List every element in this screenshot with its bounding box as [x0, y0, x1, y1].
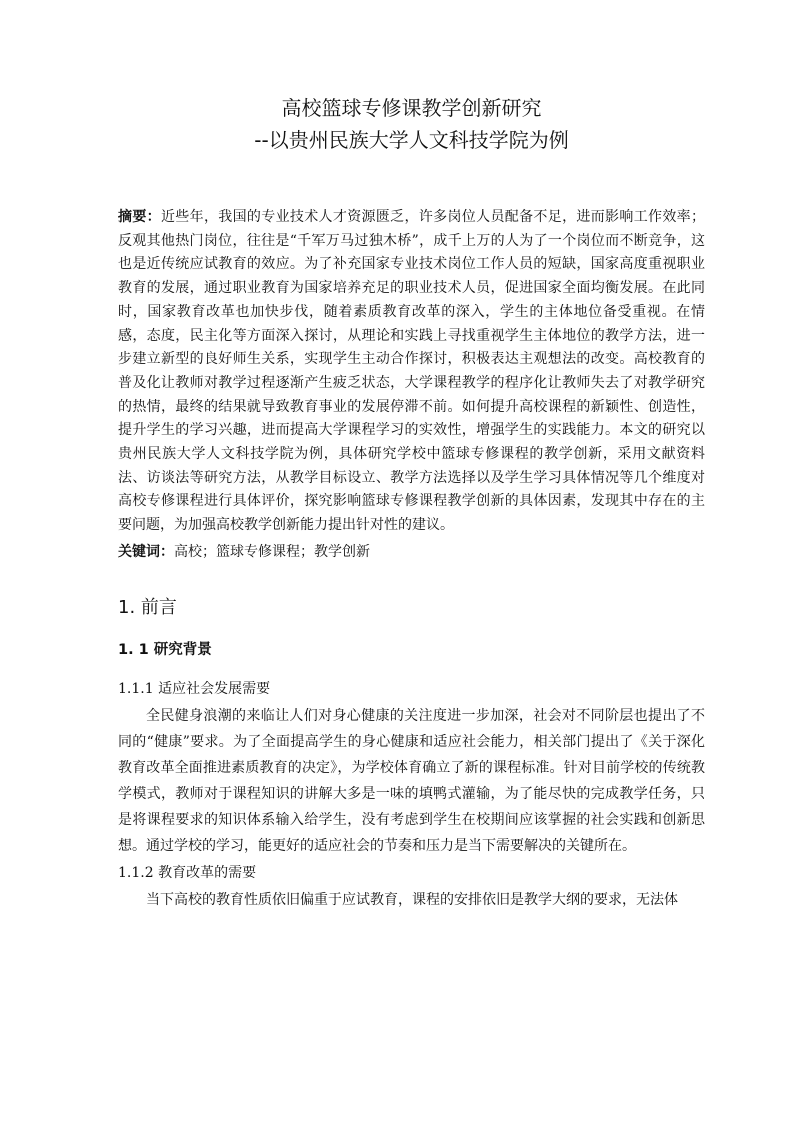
- abstract-text: 近些年，我国的专业技术人才资源匮乏，许多岗位人员配备不足，进而影响工作效率；反观其他热门岗位，往往是“千军万马过独木桥”，成千上万的人为了一个岗位而不断竞争，这也是近传统应试教育的效应。为了补充国家专业技术岗位工作人员的短缺，国家高度重视职业教育的发展，通过职业教育为国家培养充足的职业技术人员，促进国家全面均衡发展。在此同时，国家教育改革也加快步伐，随着素质教育改革的深入，学生的主体地位备受重视。在情感，态度，民主化等方面深入探讨，从理论和实践上寻找重视学生主体地位的教学方法，进一步建立新型的良好师生关系，实现学生主动合作探讨，积极表达主观想法的改变。高校教育的普及化让教师对教学过程逐渐产生疲乏状态，大学课程教学的程序化让教师失去了对教学研究的热情，最终的结果就导致教育事业的发展停滞不前。如何提升高校课程的新颖性、创造性，提升学生的学习兴趣，进而提高大学课程学习的实效性，增强学生的实践能力。本文的研究以贵州民族大学人文科技学院为例，具体研究学校中篮球专修课程的教学创新，采用文献资料法、访谈法等研究方法，从教学目标设立、教学方法选择以及学生学习具体情况等几个维度对高校专修课程进行具体评价，探究影响篮球专修课程教学创新的具体因素，发现其中存在的主要问题，为加强高校教学创新能力提出针对性的建议。: [118, 209, 706, 534]
- subsubsection-heading: 1.1.1 适应社会发展需要: [118, 681, 271, 698]
- subsubsection-heading: 1.1.2 教育改革的需要: [118, 865, 257, 882]
- body-paragraph: 当下高校的教育性质依旧偏重于应试教育，课程的安排依旧是教学大纲的要求，无法体: [146, 892, 678, 909]
- section-heading-preface: 1. 前言: [118, 596, 177, 618]
- subsection-heading-background: 1. 1 研究背景: [118, 641, 212, 658]
- body-paragraph: 全民健身浪潮的来临让人们对身心健康的关注度进一步加深，社会对不同阶层也提出了不同的“健康”要求。为了全面提高学生的身心健康和适应社会能力，相关部门提出了《关于深化教育改革全面推进素质教育的决定》，为学校体育确立了新的课程标准。针对目前学校的传统教学模式，教师对于课程知识的讲解大多是一味的填鸭式灌输，为了能尽快的完成教学任务，只是将课程要求的知识体系输入给学生，没有考虑到学生在校期间应该掌握的社会实践和创新思想。通过学校的学习，能更好的适应社会的节奏和压力是当下需要解决的关键所在。: [118, 708, 705, 855]
- keywords-line: [118, 540, 705, 564]
- keywords-label: 关键词：: [118, 543, 174, 560]
- title-line-subtitle: --以贵州民族大学人文科技学院为例: [254, 128, 569, 152]
- abstract-paragraph: [118, 206, 705, 538]
- keywords-text: 高校；篮球专修课程；教学创新: [174, 543, 370, 560]
- title-line-main: 高校篮球专修课教学创新研究: [281, 96, 542, 120]
- abstract-label: 摘要：: [118, 209, 161, 225]
- paper-title: [118, 92, 705, 156]
